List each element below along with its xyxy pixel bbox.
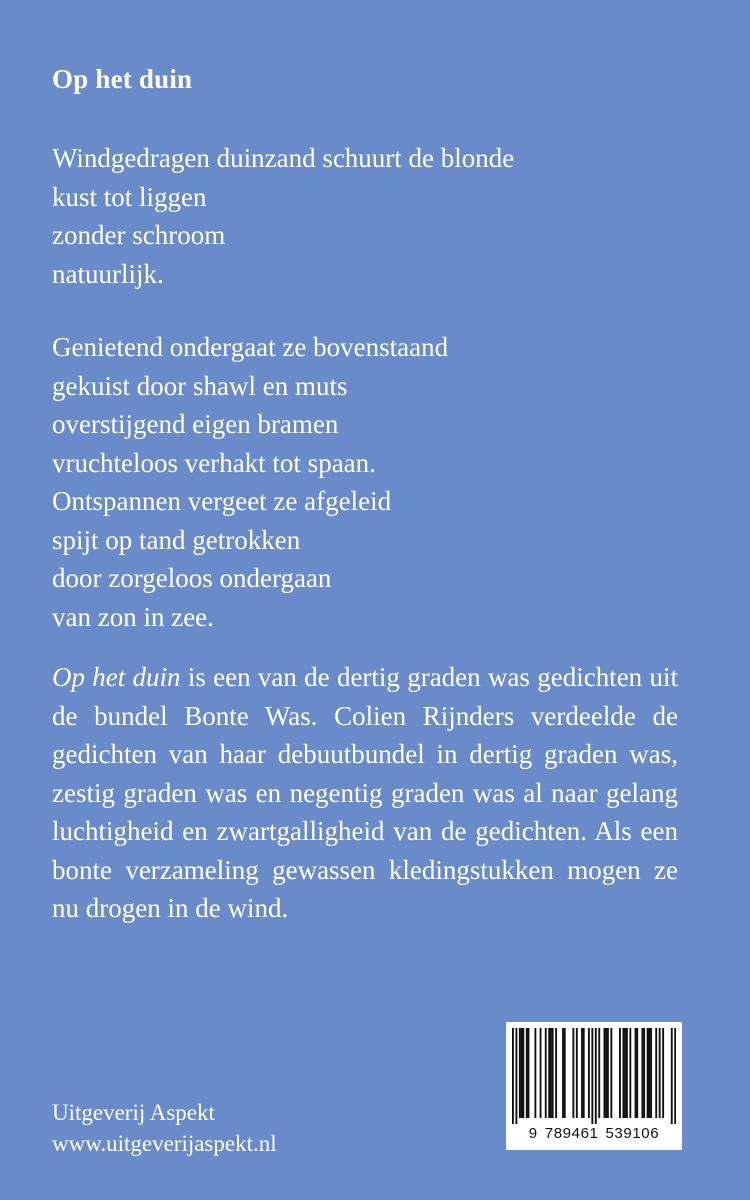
blurb-paragraph xyxy=(52,658,678,928)
blurb-poem-title: Op het duin xyxy=(52,662,181,692)
publisher-url: www.uitgeverijaspekt.nl xyxy=(52,1131,277,1156)
barcode-bar xyxy=(603,1028,605,1118)
barcode-digit: 3 xyxy=(614,1125,624,1142)
barcode-bar xyxy=(605,1028,607,1118)
barcode-bar xyxy=(548,1028,550,1118)
barcode-bar xyxy=(526,1028,528,1118)
barcode-bar xyxy=(545,1028,547,1118)
barcode-bar xyxy=(512,1028,514,1124)
poem-title: Op het duin xyxy=(52,64,193,94)
barcode-digit: 9 xyxy=(623,1125,633,1142)
poem-line: gekuist door shawl en muts xyxy=(52,370,348,401)
poem-line: vruchteloos verhakt tot spaan. xyxy=(52,447,376,478)
isbn-barcode xyxy=(506,1022,682,1150)
poem-line: door zorgeloos ondergaan xyxy=(52,563,332,593)
barcode-digit: 1 xyxy=(589,1125,599,1142)
barcode-bar xyxy=(648,1028,650,1118)
barcode-bar xyxy=(540,1028,542,1118)
barcode-digit: 4 xyxy=(571,1125,581,1142)
barcode-digit: 9 xyxy=(528,1125,538,1142)
poem-stanza-1 xyxy=(52,139,514,293)
barcode-bar xyxy=(591,1028,593,1124)
barcode-digit: 5 xyxy=(605,1125,615,1142)
barcode-digit: 8 xyxy=(553,1125,563,1142)
barcode-bar xyxy=(522,1028,524,1118)
barcode-bar xyxy=(521,1028,523,1118)
barcode-digits xyxy=(506,1125,682,1142)
barcode-bar xyxy=(643,1028,645,1118)
poem-line: van zon in zee. xyxy=(52,601,214,632)
barcode-bar xyxy=(629,1028,631,1118)
barcode-bar xyxy=(635,1028,637,1118)
barcode-bar xyxy=(562,1028,564,1118)
barcode-bar xyxy=(519,1028,521,1118)
barcode-digit: 1 xyxy=(632,1125,642,1142)
barcode-bar xyxy=(626,1028,628,1118)
barcode-bar xyxy=(581,1028,583,1118)
poem-line: overstijgend eigen bramen xyxy=(52,409,339,439)
barcode-bar xyxy=(624,1028,626,1118)
poem-stanza-2 xyxy=(52,328,448,636)
barcode-bar xyxy=(588,1028,590,1118)
barcode-bar xyxy=(650,1028,652,1118)
poem-line: kust tot liggen xyxy=(52,181,207,212)
poem-line: Windgedragen duinzand schuurt de blonde xyxy=(52,143,515,173)
barcode-bar xyxy=(515,1028,517,1124)
barcode-bar xyxy=(619,1028,621,1118)
poem-line: natuurlijk. xyxy=(52,258,164,289)
barcode-bar xyxy=(622,1028,624,1118)
poem-line: spijt op tand getrokken xyxy=(52,524,301,555)
barcode-bar xyxy=(572,1028,574,1118)
barcode-bar xyxy=(655,1028,657,1118)
barcode-bar xyxy=(610,1028,612,1118)
poem-line: Ontspannen vergeet ze afgeleid xyxy=(52,486,392,516)
barcode-bar xyxy=(583,1028,585,1118)
barcode-bar xyxy=(550,1028,552,1118)
barcode-bar xyxy=(674,1028,676,1124)
barcode-digit: 0 xyxy=(641,1125,651,1142)
barcode-bar xyxy=(636,1028,638,1118)
barcode-bar xyxy=(534,1028,536,1118)
barcode-bar xyxy=(564,1028,566,1118)
barcode-bar xyxy=(552,1028,554,1118)
publisher-info xyxy=(52,1097,277,1159)
barcode-bar xyxy=(607,1028,609,1118)
poem-line: Genietend ondergaat ze bovenstaand xyxy=(52,332,449,362)
barcode-bars xyxy=(512,1028,676,1124)
barcode-bar xyxy=(671,1028,673,1124)
barcode-bar xyxy=(555,1028,557,1118)
poem-line: zonder schroom xyxy=(52,220,226,250)
barcode-bar xyxy=(576,1028,578,1118)
barcode-bar xyxy=(659,1028,661,1118)
barcode-digit: 6 xyxy=(580,1125,590,1142)
barcode-bar xyxy=(595,1028,597,1124)
barcode-digit: 9 xyxy=(562,1125,572,1142)
barcode-bar xyxy=(662,1028,664,1118)
barcode-bar xyxy=(647,1028,649,1118)
barcode-bar xyxy=(528,1028,530,1118)
barcode-bar xyxy=(598,1028,600,1118)
barcode-digit: 7 xyxy=(544,1125,554,1142)
publisher-name: Uitgeverij Aspekt xyxy=(52,1100,215,1125)
barcode-digit: 6 xyxy=(650,1125,660,1142)
barcode-bar xyxy=(641,1028,643,1118)
blurb-text: is een van de dertig graden was gedichten uit de bundel Bonte Was. Colien Rijnders verdeelde de gedichten van haar debuutbundel in dertig graden was, zestig graden was en negentig graden was al naar gelang luchtigheid en zwartgalligheid van de gedichten. Als een bonte verzameling gewassen kledingstukken mogen ze nu drogen in de wind. xyxy=(52,662,678,923)
